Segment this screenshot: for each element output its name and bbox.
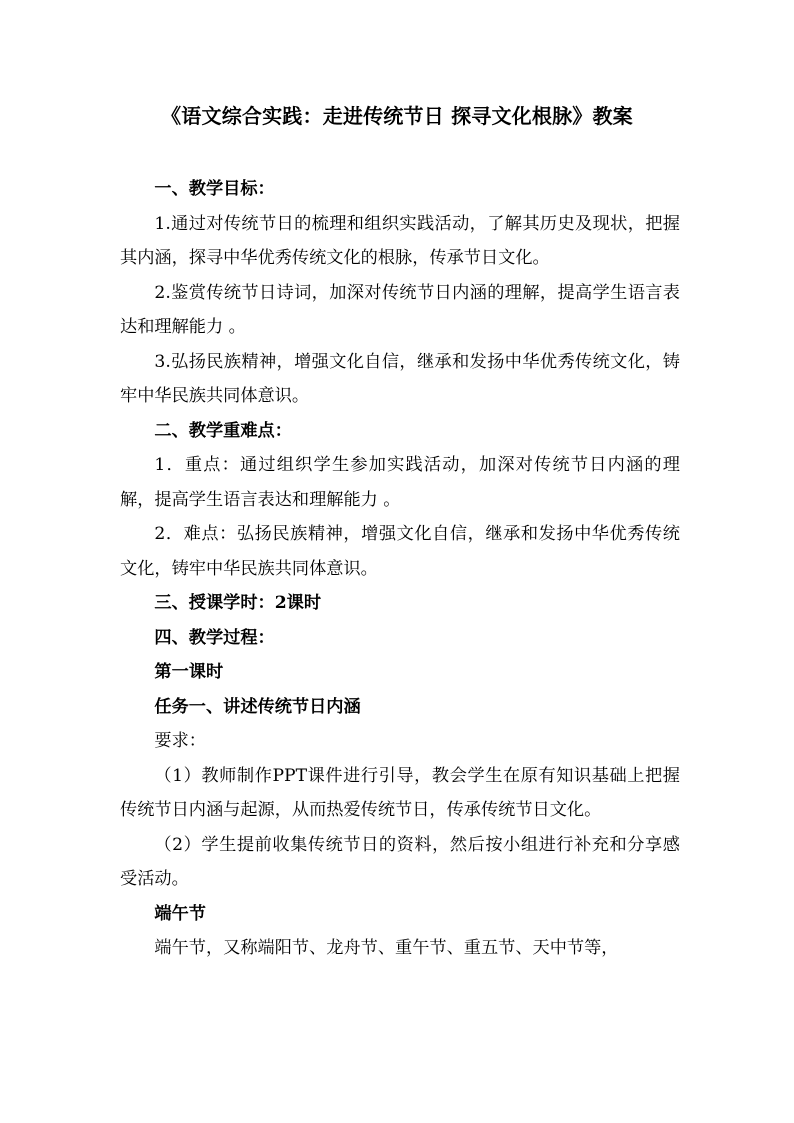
requirement-label: 要求：	[154, 731, 206, 751]
requirement-item-1: （1）教师制作PPT课件进行引导，教会学生在原有知识基础上把握传统节日内涵与起源，从而热爱传统节日，传承传统节日文化。	[120, 765, 680, 820]
section-heading-key-points: 二、教学重难点：	[154, 420, 292, 441]
key-point-item-1: 1．重点：通过组织学生参加实践活动，加深对传统节日内涵的理解，提高学生语言表达和理解能力 。	[120, 455, 680, 510]
requirement-item-2: （2）学生提前收集传统节日的资料，然后按小组进行补充和分享感受活动。	[120, 834, 680, 889]
goal-item-2: 2.鉴赏传统节日诗词，加深对传统节日内涵的理解，提高学生语言表达和理解能力 。	[120, 282, 680, 337]
document-title: 《语文综合实践：走进传统节日 探寻文化根脉》教案	[161, 104, 633, 128]
festival-paragraph: 端午节，又称端阳节、龙舟节、重午节、重五节、天中节等，	[154, 938, 619, 958]
document-body	[120, 172, 680, 966]
section-heading-goals: 一、教学目标：	[154, 179, 275, 199]
lesson-heading: 第一课时	[154, 662, 224, 682]
section-heading-process: 四、教学过程：	[154, 627, 275, 648]
goal-item-1: 1.通过对传统节日的梳理和组织实践活动，了解其历史及现状，把握其内涵，探寻中华优秀传统文化的根脉，传承节日文化。	[120, 213, 680, 268]
key-point-item-2: 2．难点：弘扬民族精神，增强文化自信，继承和发扬中华优秀传统文化，铸牢中华民族共同体意识。	[120, 524, 680, 579]
goal-item-3: 3.弘扬民族精神，增强文化自信，继承和发扬中华优秀传统文化，铸牢中华民族共同体意识。	[120, 351, 680, 406]
section-heading-hours: 三、授课学时：2课时	[154, 593, 322, 613]
festival-heading: 端午节	[154, 903, 206, 924]
task-heading: 任务一、讲述传统节日内涵	[154, 696, 361, 717]
